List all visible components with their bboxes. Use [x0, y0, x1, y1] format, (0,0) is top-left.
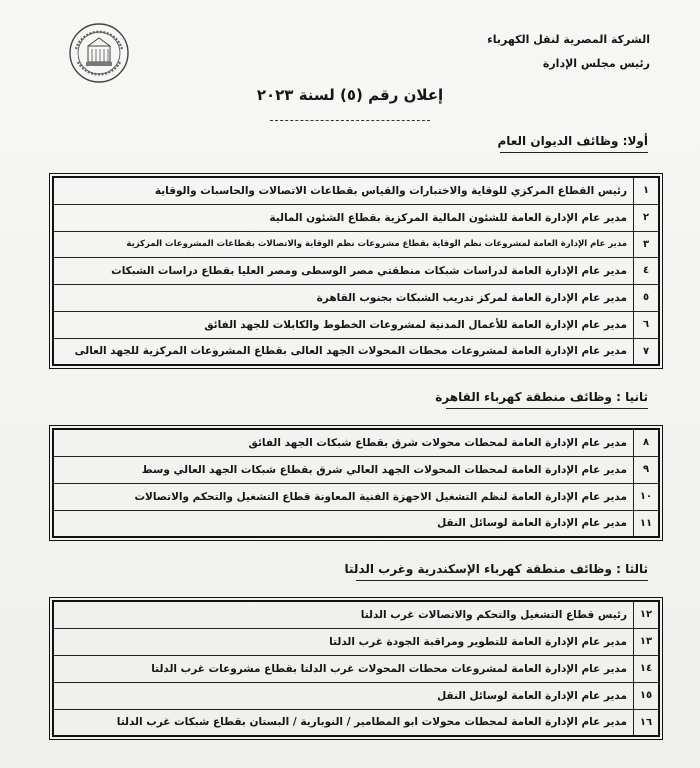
section-title-head-office: أولا: وظائف الديوان العام: [497, 134, 648, 148]
jobs-table-cairo: [52, 428, 660, 538]
job-title: مدير عام الإدارة العامة للتطوير ومراقبة الجودة غرب الدلتا: [53, 628, 634, 655]
job-title: مدير عام الإدارة العامة لدراسات شبكات منطقتي مصر الوسطى ومصر العليا بقطاع دراسات الشبكات: [53, 257, 634, 284]
section-title-cairo: ثانيا : وظائف منطقة كهرباء القاهرة: [435, 390, 648, 404]
job-title: مدير عام الإدارة العامة للأعمال المدنية لمشروعات الخطوط والكابلات للجهد الفائق: [53, 311, 634, 338]
table-row: [53, 510, 659, 537]
job-title: رئيس قطاع التشغيل والتحكم والاتصالات غرب الدلتا: [53, 601, 634, 628]
letterhead: [487, 28, 650, 76]
section-underline: [500, 152, 648, 153]
job-number: ٨: [634, 429, 660, 456]
table-row: [53, 231, 659, 257]
job-number: ١: [634, 177, 660, 204]
job-title: رئيس القطاع المركزي للوقاية والاختبارات والقياس بقطاعات الاتصالات والحاسبات والوقاية: [53, 177, 634, 204]
table-row: [53, 483, 659, 510]
job-title: مدير عام الإدارة العامة لمحطات محولات شرق بقطاع شبكات الجهد الفائق: [53, 429, 634, 456]
job-number: ٧: [634, 338, 660, 365]
job-number: ٢: [634, 204, 660, 231]
job-title: مدير عام الإدارة العامة لمركز تدريب الشبكات بجنوب القاهرة: [53, 284, 634, 311]
job-number: ١٢: [634, 601, 660, 628]
table-row: [53, 311, 659, 338]
job-number: ١٥: [634, 682, 660, 709]
table-row: [53, 682, 659, 709]
job-title: مدير عام الإدارة العامة لمحطات محولات ابو المطامير / النوبارية / البستان بقطاع شبكات غرب الدلتا: [53, 709, 634, 736]
job-title: مدير عام الإدارة العامة لمشروعات نظم الوقاية بقطاع مشروعات نظم الوقاية والاتصالات بقطاعات المشروعات المركزية: [53, 231, 634, 257]
job-number: ١٤: [634, 655, 660, 682]
job-number: ٩: [634, 456, 660, 483]
table-row: [53, 338, 659, 365]
job-number: ١٠: [634, 483, 660, 510]
company-seal-icon: [68, 22, 130, 84]
table-row: [53, 628, 659, 655]
section-title-alexandria: ثالثا : وظائف منطقة كهرباء الإسكندرية وغرب الدلتا: [344, 562, 648, 576]
job-number: ٤: [634, 257, 660, 284]
job-title: مدير عام الإدارة العامة لوسائل النقل: [53, 682, 634, 709]
job-title: مدير عام الإدارة العامة لمشروعات محطات المحولات غرب الدلتا بقطاع مشروعات غرب الدلتا: [53, 655, 634, 682]
job-number: ١١: [634, 510, 660, 537]
job-number: ٦: [634, 311, 660, 338]
table-row: [53, 204, 659, 231]
table-row: [53, 257, 659, 284]
job-title: مدير عام الإدارة العامة لمشروعات محطات المحولات الجهد العالى بقطاع المشروعات المركزية للجهد العالى: [53, 338, 634, 365]
company-name: الشركة المصرية لنقل الكهرباء: [487, 33, 650, 46]
announcement-title: إعلان رقم (٥) لسنة ٢٠٢٣: [256, 86, 444, 104]
announcement-underline: [270, 120, 430, 121]
table-row: [53, 456, 659, 483]
job-number: ٥: [634, 284, 660, 311]
job-number: ٣: [634, 231, 660, 257]
jobs-table-head-office: [52, 176, 660, 366]
table-row: [53, 601, 659, 628]
job-number: ١٦: [634, 709, 660, 736]
jobs-table-alexandria: [52, 600, 660, 737]
table-row: [53, 177, 659, 204]
job-title: مدير عام الإدارة العامة للشئون المالية المركزية بقطاع الشئون المالية: [53, 204, 634, 231]
table-row: [53, 284, 659, 311]
table-row: [53, 709, 659, 736]
job-number: ١٣: [634, 628, 660, 655]
chairman-title: رئيس مجلس الإدارة: [542, 57, 650, 70]
job-title: مدير عام الإدارة العامة لنظم التشغيل الاجهزة الفنية المعاونة قطاع التشغيل والتحكم والاتصالات: [53, 483, 634, 510]
job-title: مدير عام الإدارة العامة لمحطات المحولات الجهد العالي شرق بقطاع شبكات الجهد العالي وسط: [53, 456, 634, 483]
job-title: مدير عام الإدارة العامة لوسائل النقل: [53, 510, 634, 537]
table-row: [53, 429, 659, 456]
section-underline: [446, 408, 648, 409]
section-underline: [356, 580, 648, 581]
table-row: [53, 655, 659, 682]
